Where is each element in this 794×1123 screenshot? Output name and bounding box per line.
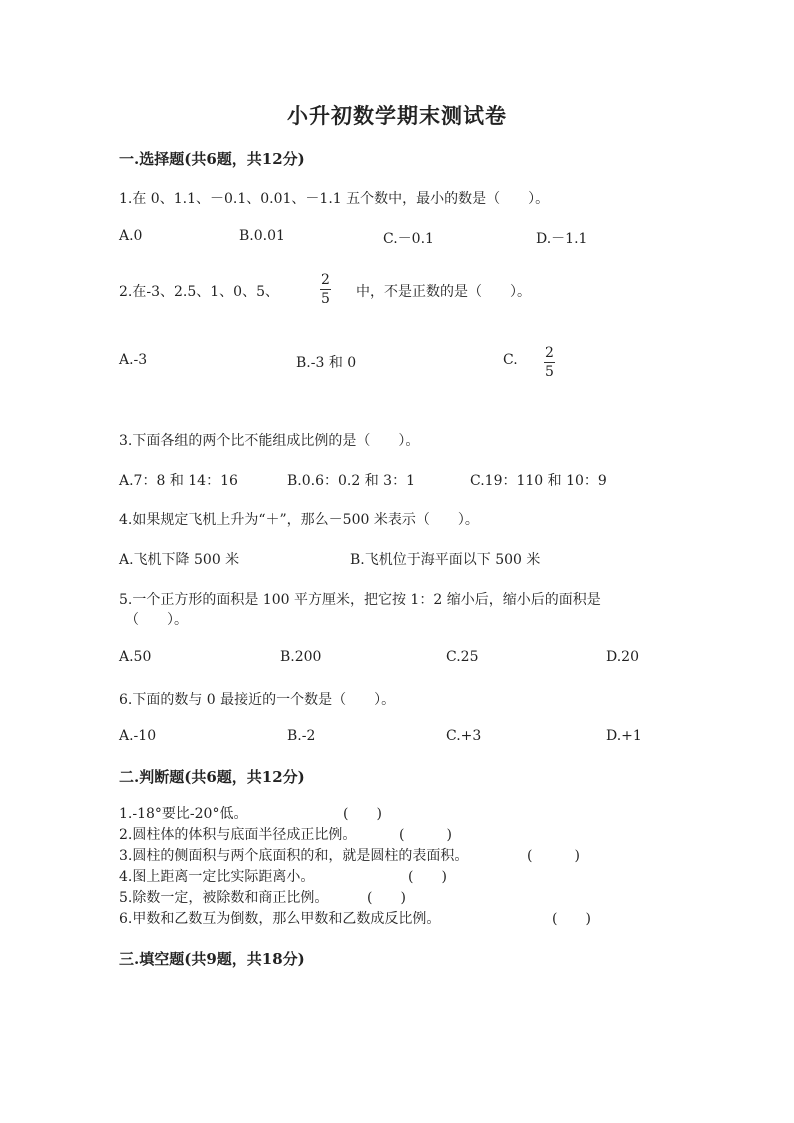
q1-option-d: D.－1.1 (536, 231, 588, 247)
fraction-denominator: 5 (321, 291, 330, 307)
question-4: 4.如果规定飞机上升为“＋”，那么－500 米表示（ ）。 (119, 512, 479, 528)
question-2-fraction (320, 272, 331, 307)
judge-item-2-paren: ( ) (399, 827, 452, 843)
question-1: 1.在 0、1.1、－0.1、0.01、－1.1 五个数中，最小的数是（ ）。 (119, 191, 550, 207)
judge-item-1-paren: ( ) (343, 806, 382, 822)
judge-item-5: 5.除数一定，被除数和商正比例。 (119, 890, 329, 906)
page-title: 小升初数学期末测试卷 (287, 103, 507, 128)
q5-option-c: C.25 (446, 649, 479, 665)
q6-option-b: B.-2 (287, 728, 316, 744)
judge-item-3: 3.圆柱的侧面积与两个底面积的和，就是圆柱的表面积。 (119, 848, 469, 864)
judge-item-1: 1.-18°要比-20°低。 (119, 806, 248, 822)
question-2-text-before: 2.在-3、2.5、1、0、5、 (119, 284, 279, 300)
q1-option-a: A.0 (119, 228, 143, 244)
q6-option-c: C.+3 (446, 728, 482, 744)
q2-option-c-fraction (544, 345, 555, 380)
fraction-bar (320, 289, 331, 290)
fraction-numerator: 2 (321, 272, 330, 288)
judge-item-3-paren: ( ) (527, 848, 580, 864)
q3-option-a: A.7：8 和 14：16 (119, 473, 238, 489)
q5-option-a: A.50 (119, 649, 152, 665)
fraction-numerator: 2 (545, 345, 554, 361)
q1-option-c: C.－0.1 (383, 231, 434, 247)
q4-option-a: A.飞机下降 500 米 (119, 552, 240, 568)
judge-item-6: 6.甲数和乙数互为倒数，那么甲数和乙数成反比例。 (119, 911, 441, 927)
q4-option-b: B.飞机位于海平面以下 500 米 (350, 552, 541, 568)
question-6: 6.下面的数与 0 最接近的一个数是（ ）。 (119, 692, 396, 708)
judge-item-5-paren: ( ) (367, 890, 406, 906)
judge-item-4-paren: ( ) (408, 869, 447, 885)
section-1-heading: 一.选择题(共6题，共12分) (119, 150, 305, 168)
q6-option-a: A.-10 (119, 728, 157, 744)
fraction-denominator: 5 (545, 364, 554, 380)
q5-option-b: B.200 (280, 649, 322, 665)
q3-option-c: C.19：110 和 10：9 (470, 473, 607, 489)
fraction-bar (544, 362, 555, 363)
judge-item-2: 2.圆柱体的体积与底面半径成正比例。 (119, 827, 357, 843)
question-5-line-2: （ ）。 (125, 612, 188, 628)
q2-option-a: A.-3 (119, 352, 148, 368)
q6-option-d: D.+1 (606, 728, 642, 744)
q5-option-d: D.20 (606, 649, 639, 665)
question-5-line-1: 5.一个正方形的面积是 100 平方厘米，把它按 1：2 缩小后，缩小后的面积是 (119, 592, 601, 608)
q1-option-b: B.0.01 (239, 228, 285, 244)
judge-item-4: 4.图上距离一定比实际距离小。 (119, 869, 315, 885)
section-2-heading: 二.判断题(共6题，共12分) (119, 768, 305, 786)
q3-option-b: B.0.6：0.2 和 3：1 (287, 473, 415, 489)
judge-item-6-paren: ( ) (552, 911, 591, 927)
section-3-heading: 三.填空题(共9题，共18分) (119, 950, 305, 968)
question-3: 3.下面各组的两个比不能组成比例的是（ ）。 (119, 433, 420, 449)
question-2-text-after: 中，不是正数的是（ ）。 (356, 284, 531, 300)
q2-option-c: C. (503, 352, 518, 368)
q2-option-b: B.-3 和 0 (296, 355, 357, 371)
